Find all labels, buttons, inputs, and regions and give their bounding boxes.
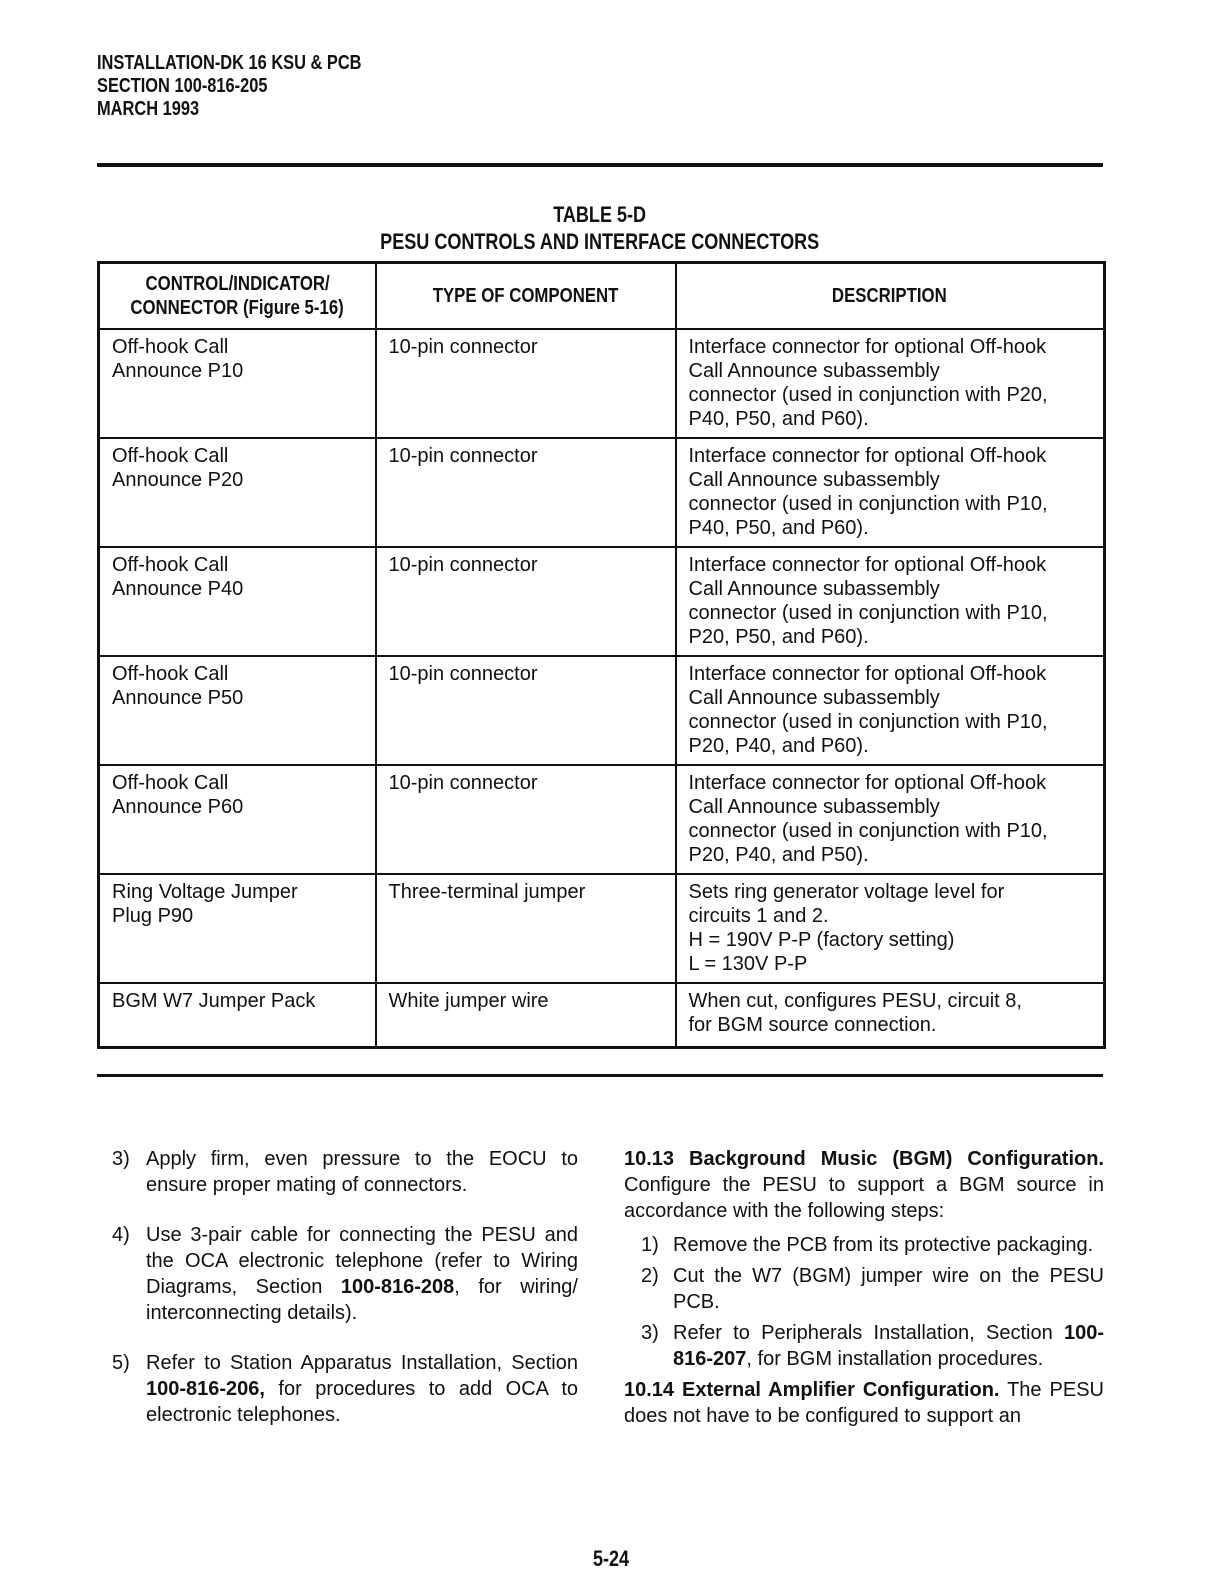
table-header-row [99, 263, 1105, 330]
cell-type: 10-pin connector [376, 547, 676, 656]
section-reference: 100-816-207 [673, 1322, 1104, 1370]
cell-control: Off-hook Call Announce P40 [99, 547, 376, 656]
page-header [97, 52, 362, 121]
cell-type: 10-pin connector [376, 765, 676, 874]
step-text: Refer to Peripherals Installation, Section 100-816-207, for BGM installation procedures. [673, 1322, 1104, 1370]
table-row [99, 874, 1105, 983]
cell-type: 10-pin connector [376, 329, 676, 438]
cell-control: Off-hook Call Announce P10 [99, 329, 376, 438]
pesu-controls-table [97, 261, 1106, 1049]
cell-description: When cut, configures PESU, circuit 8, for BGM source connection. [676, 983, 1105, 1048]
step-text: Cut the W7 (BGM) jumper wire on the PESU PCB. [673, 1265, 1104, 1313]
header-control: CONTROL/INDICATOR/ CONNECTOR (Figure 5-16) [99, 263, 376, 330]
table-row [99, 547, 1105, 656]
cell-description: Interface connector for optional Off-hook Call Announce subassembly connector (used in conjunction with P10, P20, P40, and P50). [676, 765, 1105, 874]
step-text: Remove the PCB from its protective packaging. [673, 1234, 1094, 1256]
top-rule [97, 163, 1103, 167]
header-date: MARCH 1993 [97, 98, 200, 120]
header-title: INSTALLATION-DK 16 KSU & PCB [97, 52, 362, 74]
header-section: SECTION 100-816-205 [97, 75, 268, 97]
section-reference: 100-816-206, [146, 1378, 265, 1400]
cell-description: Interface connector for optional Off-hook Call Announce subassembly connector (used in conjunction with P20, P40, P50, and P60). [676, 329, 1105, 438]
section-text: Configure the PESU to support a BGM source in accordance with the following steps: [624, 1174, 1104, 1222]
table-title [97, 201, 1103, 255]
section-text: The PESU does not have to be configured to support an [624, 1379, 1104, 1427]
section-10-14 [624, 1377, 1104, 1429]
step-number: 3) [641, 1322, 659, 1344]
cell-type: White jumper wire [376, 983, 676, 1048]
cell-control: Off-hook Call Announce P20 [99, 438, 376, 547]
table-row [99, 765, 1105, 874]
table-row [99, 983, 1105, 1048]
section-heading: 10.14 External Amplifier Configuration. [624, 1379, 1000, 1401]
step-text: Use 3-pair cable for connecting the PESU and the OCA electronic telephone (refer to Wiring Diagrams, Section 100-816-208, for wiring/ interconnecting details). [146, 1224, 578, 1324]
section-heading: 10.13 Background Music (BGM) Configuration. [624, 1148, 1104, 1170]
table-caption: PESU CONTROLS AND INTERFACE CONNECTORS [380, 229, 820, 254]
step-5 [112, 1350, 578, 1428]
cell-description: Interface connector for optional Off-hook Call Announce subassembly connector (used in conjunction with P10, P40, P50, and P60). [676, 438, 1105, 547]
cell-description: Interface connector for optional Off-hook Call Announce subassembly connector (used in conjunction with P10, P20, P50, and P60). [676, 547, 1105, 656]
step-4 [112, 1222, 578, 1326]
table-row [99, 438, 1105, 547]
cell-control: Off-hook Call Announce P60 [99, 765, 376, 874]
cell-control: BGM W7 Jumper Pack [99, 983, 376, 1048]
page-number: 5-24 [592, 1546, 630, 1571]
cell-description: Sets ring generator voltage level for circuits 1 and 2. H = 190V P-P (factory setting) L = 130V P-P [676, 874, 1105, 983]
step-3 [112, 1146, 578, 1198]
substep-1 [624, 1232, 1104, 1258]
cell-type: Three-terminal jumper [376, 874, 676, 983]
cell-type: 10-pin connector [376, 438, 676, 547]
substep-2 [624, 1263, 1104, 1315]
table-number: TABLE 5-D [553, 202, 647, 227]
left-column [112, 1146, 578, 1452]
step-number: 2) [641, 1265, 659, 1287]
table-row [99, 329, 1105, 438]
step-number: 4) [112, 1224, 130, 1246]
step-number: 5) [112, 1352, 130, 1374]
cell-description: Interface connector for optional Off-hook Call Announce subassembly connector (used in conjunction with P10, P20, P40, and P60). [676, 656, 1105, 765]
section-10-13 [624, 1146, 1104, 1224]
section-reference: 100-816-208 [340, 1276, 455, 1298]
step-number: 1) [641, 1234, 659, 1256]
right-column [624, 1146, 1104, 1437]
header-type: TYPE OF COMPONENT [376, 263, 676, 330]
bottom-rule [97, 1074, 1103, 1077]
cell-type: 10-pin connector [376, 656, 676, 765]
cell-control: Ring Voltage Jumper Plug P90 [99, 874, 376, 983]
table-row [99, 656, 1105, 765]
substep-3 [624, 1320, 1104, 1372]
step-number: 3) [112, 1148, 130, 1170]
step-text: Apply firm, even pressure to the EOCU to ensure proper mating of connectors. [146, 1148, 578, 1196]
header-description: DESCRIPTION [676, 263, 1105, 330]
step-text: Refer to Station Apparatus Installation, Section 100-816-206, for procedures to add OCA to electronic telephones. [146, 1352, 578, 1426]
cell-control: Off-hook Call Announce P50 [99, 656, 376, 765]
